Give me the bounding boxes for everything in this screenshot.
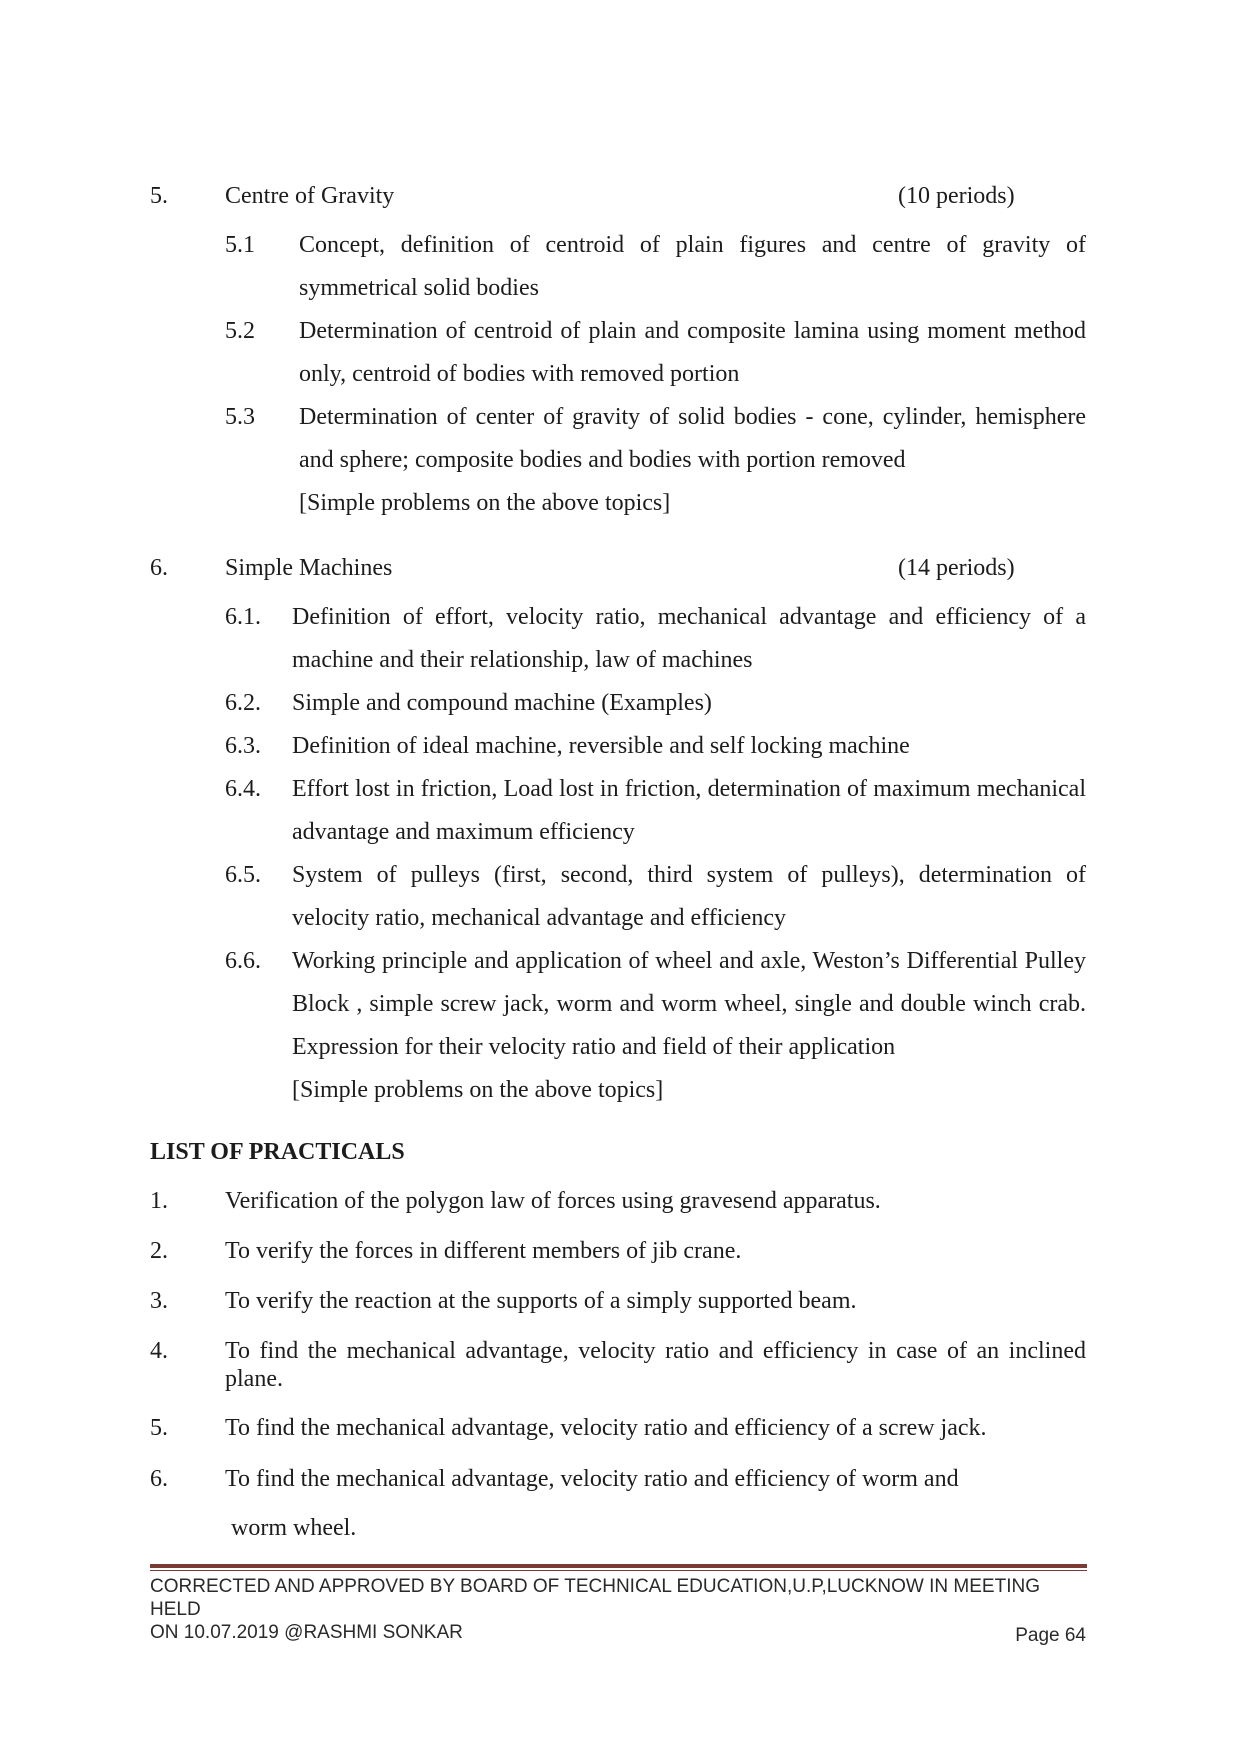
practical-1-text: Verification of the polygon law of forces using gravesend apparatus.: [225, 1188, 881, 1214]
section-6-title: Simple Machines: [225, 555, 393, 581]
section-6-number: 6.: [150, 555, 168, 581]
item-5-2-text: Determination of centroid of plain and composite lamina using moment method only, centroid of bodies with removed portion: [299, 318, 1086, 387]
item-6-4-text: Effort lost in friction, Load lost in friction, determination of maximum mechanical advantage and maximum efficiency: [292, 776, 1086, 845]
section-5-number: 5.: [150, 183, 168, 209]
item-6-1-number: 6.1.: [225, 604, 261, 630]
item-6-6-text: Working principle and application of wheel and axle, Weston’s Differential Pulley Block , simple screw jack, worm and worm wheel, single and double winch crab. Expression for their velocity ratio and field of their application: [292, 948, 1086, 1060]
practical-6-text: To find the mechanical advantage, velocity ratio and efficiency of worm and: [225, 1466, 959, 1492]
section-6-periods: (14 periods): [898, 555, 1015, 581]
section-5-title: Centre of Gravity: [225, 183, 395, 209]
footer-divider-thin: [150, 1570, 1087, 1571]
footer-divider-thick: [150, 1564, 1087, 1568]
practical-6-continuation: worm wheel.: [231, 1515, 357, 1541]
practical-4-number: 4.: [150, 1338, 168, 1364]
item-6-2-text: Simple and compound machine (Examples): [292, 690, 712, 716]
footer-approval-note: [150, 1575, 1087, 1644]
item-5-1-number: 5.1: [225, 232, 255, 258]
item-5-2-number: 5.2: [225, 318, 255, 344]
practical-3-text: To verify the reaction at the supports of a simply supported beam.: [225, 1288, 857, 1314]
item-6-1-text: Definition of effort, velocity ratio, mechanical advantage and efficiency of a machine and their relationship, law of machines: [292, 604, 1086, 673]
item-5-3-number: 5.3: [225, 404, 255, 430]
item-6-5-number: 6.5.: [225, 862, 261, 888]
section-5-periods: (10 periods): [898, 183, 1015, 209]
practicals-heading: LIST OF PRACTICALS: [150, 1139, 405, 1165]
item-6-3-text: Definition of ideal machine, reversible and self locking machine: [292, 733, 910, 759]
practical-4-text: To find the mechanical advantage, velocity ratio and efficiency in case of an inclined plane.: [225, 1338, 1086, 1392]
item-6-4-number: 6.4.: [225, 776, 261, 802]
section-6-note: [Simple problems on the above topics]: [292, 1077, 664, 1103]
practical-5-number: 5.: [150, 1415, 168, 1441]
footer-line-2: ON 10.07.2019 @RASHMI SONKAR: [150, 1622, 463, 1643]
item-6-5-text: System of pulleys (first, second, third system of pulleys), determination of velocity ratio, mechanical advantage and efficiency: [292, 862, 1086, 931]
item-6-6-number: 6.6.: [225, 948, 261, 974]
footer-line-1: CORRECTED AND APPROVED BY BOARD OF TECHNICAL EDUCATION,U.P,LUCKNOW IN MEETING HELD: [150, 1576, 1040, 1620]
item-5-1-text: Concept, definition of centroid of plain figures and centre of gravity of symmetrical solid bodies: [299, 232, 1086, 301]
practical-2-text: To verify the forces in different members of jib crane.: [225, 1238, 742, 1264]
page-number: Page 64: [1015, 1625, 1086, 1646]
item-5-3-text: Determination of center of gravity of solid bodies - cone, cylinder, hemisphere and sphere; composite bodies and bodies with portion removed: [299, 404, 1086, 473]
practical-2-number: 2.: [150, 1238, 168, 1264]
practical-5-text: To find the mechanical advantage, velocity ratio and efficiency of a screw jack.: [225, 1415, 987, 1441]
practical-3-number: 3.: [150, 1288, 168, 1314]
practical-6-number: 6.: [150, 1466, 168, 1492]
item-6-2-number: 6.2.: [225, 690, 261, 716]
practical-1-number: 1.: [150, 1188, 168, 1214]
section-5-note: [Simple problems on the above topics]: [299, 490, 671, 516]
item-6-3-number: 6.3.: [225, 733, 261, 759]
